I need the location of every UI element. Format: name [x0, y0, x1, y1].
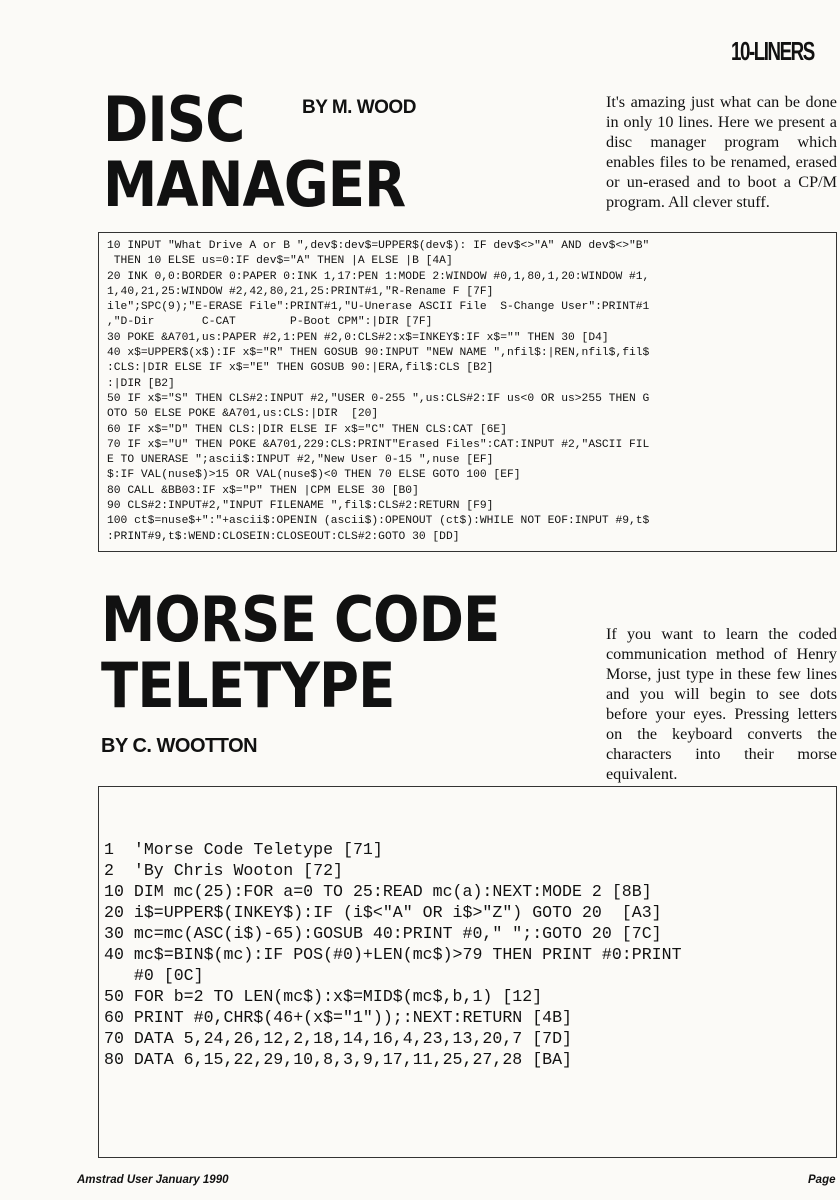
article2-title-line2: TELETYPE [101, 649, 395, 722]
listing-line: 20 i$=UPPER$(INKEY$):IF (i$<"A" OR i$>"Z") GOTO 20 [A3] [104, 903, 662, 922]
listing-line: 1,40,21,25:WINDOW #2,42,80,21,25:PRINT#1,"R-Rename F [7F] [107, 285, 494, 298]
listing-line: #0 [0C] [104, 966, 204, 985]
listing-line: 10 INPUT "What Drive A or B ",dev$:dev$=UPPER$(dev$): IF dev$<>"A" AND dev$<>"B" [107, 240, 650, 252]
article1-title-line1: DISC [103, 83, 245, 156]
listing-line: :CLS:|DIR ELSE IF x$="E" THEN GOSUB 90:|ERA,fil$:CLS [B2] [107, 362, 494, 375]
listing-line: 60 PRINT #0,CHR$(46+(x$="1"));:NEXT:RETURN [4B] [104, 1008, 573, 1027]
footer-page-label: Page [808, 1174, 836, 1186]
listing-line: E TO UNERASE ";ascii$:INPUT #2,"New User 0-15 ",nuse [EF] [107, 454, 494, 467]
listing-line: 50 IF x$="S" THEN CLS#2:INPUT #2,"USER 0-255 ",us:CLS#2:IF us<0 OR us>255 THEN G [107, 392, 650, 405]
listing-line: 90 CLS#2:INPUT#2,"INPUT FILENAME ",fil$:CLS#2:RETURN [F9] [107, 500, 494, 513]
article2-listing [99, 839, 836, 1070]
listing-line: 30 POKE &A701,us:PAPER #2,1:PEN #2,0:CLS#2:x$=INKEY$:IF x$="" THEN 30 [D4] [107, 331, 609, 344]
footer-magazine: Amstrad User January 1990 [77, 1174, 229, 1186]
section-tab-label: 10-LINERS [731, 35, 814, 66]
listing-line: 40 x$=UPPER$(x$):IF x$="R" THEN GOSUB 90:INPUT "NEW NAME ",nfil$:|REN,nfil$,fil$ [107, 347, 650, 360]
listing-line: 50 FOR b=2 TO LEN(mc$):x$=MID$(mc$,b,1) [12] [104, 987, 543, 1006]
listing-line: 80 DATA 6,15,22,29,10,8,3,9,17,11,25,27,28 [BA] [104, 1050, 573, 1069]
article1-listing-box [98, 232, 837, 552]
listing-line: 40 mc$=BIN$(mc):IF POS(#0)+LEN(mc$)>79 THEN PRINT #0:PRINT [104, 945, 682, 964]
section-tab [728, 30, 840, 72]
listing-line: 2 'By Chris Wooton [72] [104, 861, 343, 880]
listing-line: 80 CALL &BB03:IF x$="P" THEN |CPM ELSE 30 [B0] [107, 484, 419, 497]
article2-listing-box [98, 786, 837, 1158]
article2-byline: BY C. WOOTTON [101, 735, 258, 757]
article1-listing [99, 233, 836, 551]
listing-line: 30 mc=mc(ASC(i$)-65):GOSUB 40:PRINT #0," ";:GOTO 20 [7C] [104, 924, 662, 943]
article2-intro: If you want to learn the coded communication method of Henry Morse, just type in these few lines and you will begin to see dots before your eyes. Pressing letters on the keyboard converts the characters into their morse equivalent. [606, 625, 837, 783]
listing-line: 60 IF x$="D" THEN CLS:|DIR ELSE IF x$="C" THEN CLS:CAT [6E] [107, 423, 507, 436]
listing-line: 1 'Morse Code Teletype [71] [104, 840, 383, 859]
listing-line: 10 DIM mc(25):FOR a=0 TO 25:READ mc(a):NEXT:MODE 2 [8B] [104, 882, 652, 901]
article1-title-line2: MANAGER [103, 148, 406, 221]
listing-line: :|DIR [B2] [107, 377, 175, 390]
listing-line: 100 ct$=nuse$+":"+ascii$:OPENIN (ascii$):OPENOUT (ct$):WHILE NOT EOF:INPUT #9,t$ [107, 515, 650, 528]
listing-line: ,"D-Dir C-CAT P-Boot CPM":|DIR [7F] [107, 316, 433, 329]
listing-line: OTO 50 ELSE POKE &A701,us:CLS:|DIR [20] [107, 408, 379, 421]
article1-intro: It's amazing just what can be done in only 10 lines. Here we present a disc manager program which enables files to be renamed, erased or un-erased and to boot a CP/M program. All clever stuff. [606, 93, 837, 211]
listing-line: :PRINT#9,t$:WEND:CLOSEIN:CLOSEOUT:CLS#2:GOTO 30 [DD] [107, 530, 460, 543]
listing-line: 20 INK 0,0:BORDER 0:PAPER 0:INK 1,17:PEN 1:MODE 2:WINDOW #0,1,80,1,20:WINDOW #1, [107, 270, 650, 283]
article1-byline: BY M. WOOD [302, 97, 416, 118]
listing-line: 70 IF x$="U" THEN POKE &A701,229:CLS:PRINT"Erased Files":CAT:INPUT #2,"ASCII FIL [107, 438, 650, 451]
listing-line: $:IF VAL(nuse$)>15 OR VAL(nuse$)<0 THEN 70 ELSE GOTO 100 [EF] [107, 469, 521, 482]
listing-line: 70 DATA 5,24,26,12,2,18,14,16,4,23,13,20,7 [7D] [104, 1029, 573, 1048]
article2-title-line1: MORSE CODE [101, 583, 500, 656]
listing-line: ile";SPC(9);"E-ERASE File":PRINT#1,"U-Unerase ASCII File S-Change User":PRINT#1 [107, 301, 650, 314]
listing-line: THEN 10 ELSE us=0:IF dev$="A" THEN |A ELSE |B [4A] [107, 255, 453, 268]
